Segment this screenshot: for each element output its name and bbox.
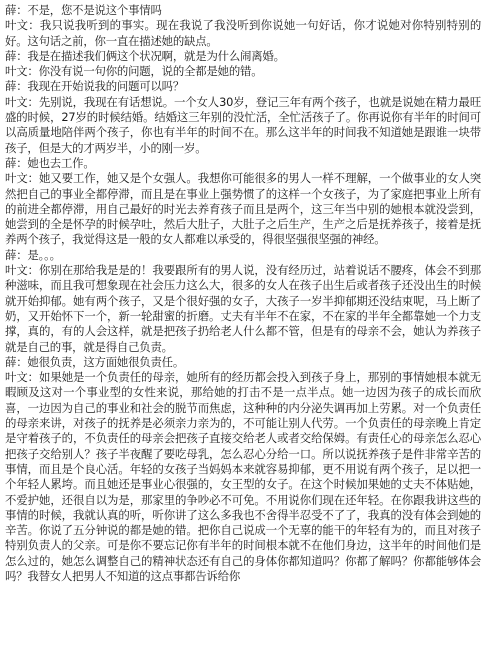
dialogue-line	[5, 95, 481, 156]
dialogue-text: 我只说我听到的事实。现在我说了我没听到你说她一句好话，你才说她对你特别特别的好。这句话之前，你一直在描述她的缺点。	[5, 18, 482, 48]
dialogue-text: 是。。。	[27, 247, 61, 262]
speaker-label: 叶文：	[5, 171, 40, 186]
dialogue-line	[5, 156, 481, 171]
dialogue-line	[5, 171, 481, 247]
dialogue-text: 她又要工作，她又是个女强人。我想你可能很多的男人一样不理解，一个做事业的女人突然把自己的事业全都停滞，而且是在事业上强势惯了的这样一个女孩子，为了家庭把事业上所有的前进全都停滞，用自己最好的时光去养育孩子而且是两个，这三年当中别的她根本就没尝到，她尝到的全是怀孕的时候孕吐，然后大肚子，大肚子之后生产，生产之后是抚养孩子，接着是抚养两个孩子，我觉得这是一般的女人都难以承受的，得很坚强很坚强的神经。	[5, 171, 481, 247]
dialogue-line	[5, 3, 481, 18]
speaker-label: 薛：	[5, 48, 28, 63]
speaker-label: 薛：	[5, 3, 28, 17]
dialogue-line	[5, 263, 481, 355]
dialogue-line	[5, 64, 481, 79]
speaker-label: 薛：	[5, 155, 28, 170]
dialogue-text: 不是，您不是说这个事情吗	[27, 3, 162, 17]
dialogue-text: 她很负责，这方面她很负责任。	[27, 354, 185, 369]
speaker-label: 叶文：	[5, 370, 40, 385]
dialogue-text: 你没有说一句你的问题，说的全都是她的错。	[38, 64, 263, 79]
dialogue-line	[5, 49, 481, 64]
speaker-label: 叶文：	[5, 263, 40, 278]
dialogue-text: 你别在那给我是是的！我要跟所有的男人说，没有经历过，站着说话不腰疼，体会不到那种滋味，而且我可想象现在社会压力这么大，很多的女人在孩子出生后或者孩子还没出生的时候就开始抑郁。她有两个孩子，又是个很好强的女子，大孩子一岁半抑郁期还没结束呢，马上断了奶，又开始怀下一个，新一轮甜蜜的折磨。丈夫有半年不在家，不在家的半年全都靠她一个力支撑，真的，有的人会这样，就是把孩子扔给老人什么都不管，但是有的母亲不会，她认为养孩子就是自己的事，就是得自己负责。	[5, 263, 481, 354]
dialogue-line	[5, 18, 481, 49]
dialogue-line	[5, 370, 481, 584]
dialogue-text: 她也去工作。	[27, 155, 95, 170]
speaker-label: 薛：	[5, 354, 28, 369]
speaker-label: 叶文：	[5, 94, 39, 109]
speaker-label: 叶文：	[5, 64, 39, 79]
dialogue-line	[5, 355, 481, 370]
speaker-label: 薛：	[5, 247, 28, 262]
dialogue-text: 如果她是一个负责任的母亲，她所有的经历都会投入到孩子身上，那别的事情她根本就无暇顾及这对一个事业型的女性来说，那给她的打击不是一点半点。她一边因为孩子的成长而欣喜，一边因为自己的事业和社会的脱节而焦虑，这种种的内分泌失调再加上劳累。对一个负责任的母亲来讲，对孩子的抚养是必须亲力亲为的，不可能让别人代劳。一个负责任的母亲晚上肯定是守着孩子的，不负责任的母亲会把孩子直接交给老人或者交给保姆。有责任心的母亲怎么忍心把孩子交给别人？孩子半夜醒了要吃母乳，怎么忍心分给一口。所以说抚养孩子是件非常辛苦的事情，而且是个良心活。年轻的女孩子当妈妈本来就容易抑郁，更不用说有两个孩子，足以把一个年轻人累垮。而且她还是事业心很强的，女王型的女子。在这个时候加果她的丈夫不体贴她，不爱护她，还很自以为是，那家里的争吵必不可免。不用说你们现在还年轻。在你跟我讲这些的事情的时候，我就认真的听，听你讲了这么多我也不舍得半忍受不了了，我真的没有体会到她的辛苦。你说了五分钟说的都是她的错。把你自己说成一个无辜的能干的年轻有为的，而且对孩子特别负责人的父亲。可是你不要忘记你有半年的时间根本就不在他们身边，这半年的时间他们是怎么过的，她怎么调整自己的精神状态还有自己的身体你都知道吗？你都了解吗？你都能够体会吗？我替女人把男人不知道的这点事都告诉给你	[5, 370, 481, 583]
speaker-label: 叶文：	[5, 18, 40, 33]
dialogue-text: 我是在描述我们俩这个状况啊，就是为什么闹离婚。	[27, 48, 285, 63]
dialogue-line	[5, 248, 481, 263]
speaker-label: 薛：	[5, 79, 28, 94]
dialogue-line	[5, 79, 481, 94]
dialogue-text: 先别说，我现在有话想说。一个女人30岁，登记三年有两个孩子，也就是说她在精力最旺盛的时候，27岁的时候结婚。结婚这三年别的没忙活，全忙活孩子了。你再说你有半年的时间可以高质量地陪伴两个孩子，你也有半年的时间不在。那么这半年的时间我不知道她是跟谁一块带孩子，但是大的才两岁半，小的刚一岁。	[5, 94, 482, 155]
dialogue-text: 我现在开始说我的问题可以吗？	[27, 79, 185, 94]
